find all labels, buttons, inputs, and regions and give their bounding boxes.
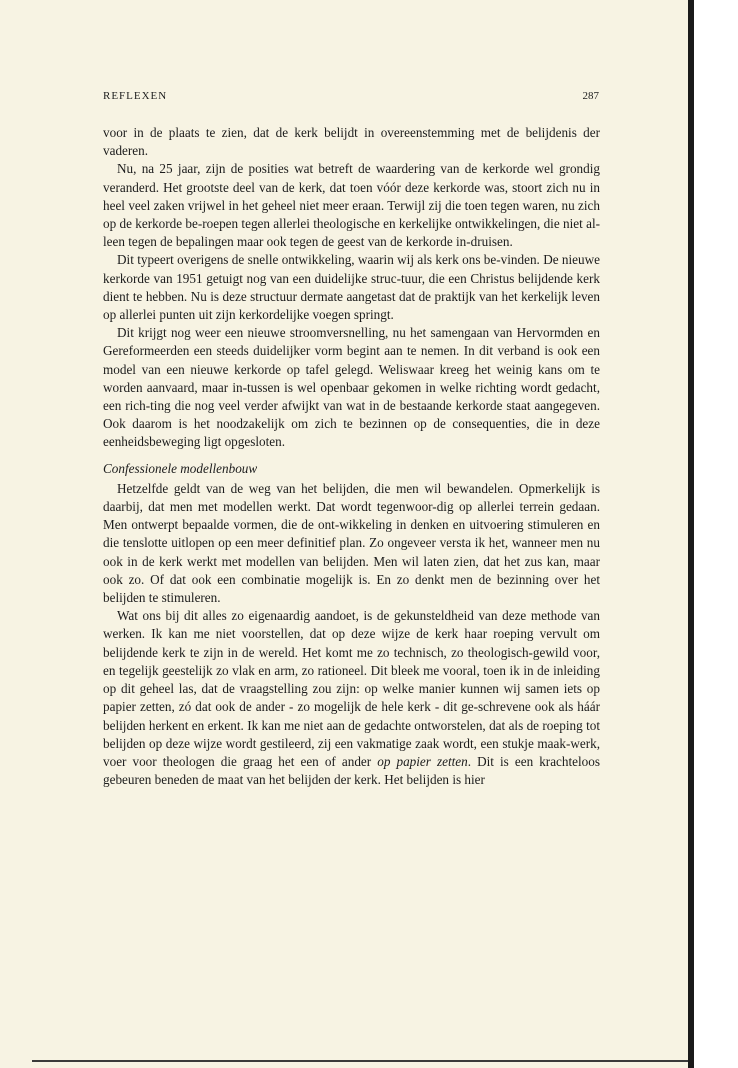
body-text [103, 124, 600, 789]
section-heading: Confessionele modellenbouw [103, 460, 258, 476]
paragraph-1: voor in de plaats te zien, dat de kerk belijdt in overeenstemming met de belijdenis der vaderen. [103, 125, 600, 159]
header-title: REFLEXEN [103, 90, 168, 102]
paragraph-5: Hetzelfde geldt van de weg van het belijden, die men wil bewandelen. Opmerkelijk is daarbij, dat men met modellen werkt. Dat wordt tegenwoor-dig op allerlei terrein gedaan. Men ontwerpt bepaalde vormen, die de ont-wikkeling in denken en uitvoering stimuleren en die tenslotte uitlopen op een meer definitief plan. Zo ongeveer versta ik het, wanneer men nu ook in de kerk werkt met modellen van belijden. Men wil laten zien, dat het zus kan, maar ook zo. Of dat ook een combinatie mogelijk is. En zo denkt men de bezinning over het belijden te stimuleren. [103, 480, 600, 606]
paragraph-4: Dit krijgt nog weer een nieuwe stroomversnelling, nu het samengaan van Hervormden en Gereformeerden een steeds duidelijker vorm begint aan te nemen. In dit verband is ook een model van een nieuwe kerkorde op tafel gelegd. Weliswaar kreeg het weinig kans om te worden aanvaard, maar in-tussen is wel openbaar gekomen in welke richting wordt gedacht, een rich-ting die nog veel verder afwijkt van wat in de bestaande kerkorde staat aangegeven. Ook daarom is het noodzakelijk om zich te bezinnen op de consequenties, die in deze eenheidsbeweging ligt opgesloten. [103, 325, 600, 450]
paragraph-3: Dit typeert overigens de snelle ontwikkeling, waarin wij als kerk ons be-vinden. De nieuwe kerkorde van 1951 getuigt nog van een duidelijke struc-tuur, die een Christus belijdende kerk dient te hebben. Nu is deze structuur dermate aangetast dat de praktijk van het kerkelijk leven op allerlei punten uit zijn kerkordelijke voegen springt. [103, 252, 600, 323]
paragraph-2: Nu, na 25 jaar, zijn de posities wat betreft de waardering van de kerkorde wel grondig veranderd. Het grootste deel van de kerk, dat toen vóór deze kerkorde was, stoort zich nu in heel veel zaken vrijwel in het geheel niet meer eraan. Terwijl zij die toen tegen waren, nu zich op de kerkorde be-roepen tegen allerlei theologische en kerkelijke ontwikkelingen, die niet al-leen tegen de bepalingen maar ook tegen de geest van de kerkorde in-druisen. [103, 161, 600, 250]
scan-edge [688, 0, 694, 1068]
bottom-border [32, 1060, 688, 1062]
paragraph-6-emphasis: op papier zetten [377, 753, 468, 769]
page-number: 287 [582, 90, 599, 102]
running-header [103, 90, 599, 102]
paragraph-6-text-b: . Dit is een krachteloos gebeuren beneden de maat van het belijden der kerk. Het belijden is hier [103, 753, 601, 788]
paragraph-6 [103, 607, 600, 789]
paragraph-6-text-a: Wat ons bij dit alles zo eigenaardig aandoet, is de gekunsteldheid van deze methode van werken. Ik kan me niet voorstellen, dat op deze wijze de kerk haar roeping vervult om belijdende kerk te zijn in de wereld. Het komt me zo technisch, zo theologisch-gewild voor, en tegelijk geestelijk zo vlak en arm, zo rationeel. Dit bleek me vooral, toen ik in de inleiding op dit geheel las, dat de vraagstelling zou zijn: op welke manier kunnen wij samen iets op papier zetten, zó dat ook de ander - zo mogelijk de hele kerk - dit ge-schrevene ook als háár belijden herkent en erkent. Ik kan me niet aan de gedachte ontworstelen, dat als de roeping tot belijden op deze wijze wordt gestileerd, zij een vakmatige zaak wordt, een stukje maak-werk, voer voor theologen die graag het een of ander [103, 608, 600, 769]
